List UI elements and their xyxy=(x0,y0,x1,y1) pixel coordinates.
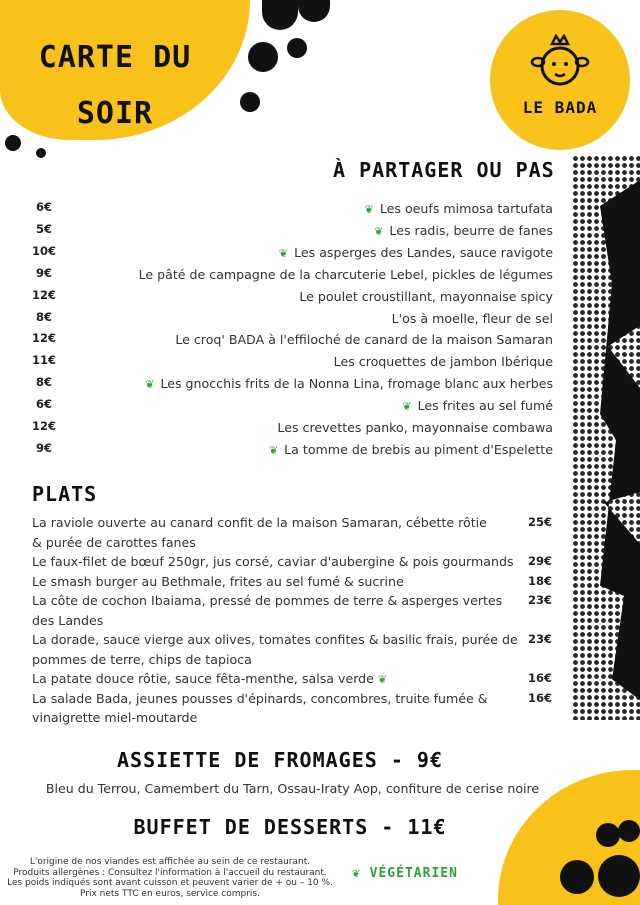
item-name: Les gnocchis frits de la Nonna Lina, fromage blanc aux herbes xyxy=(160,376,553,392)
item-name: Les oeufs mimosa tartufata xyxy=(379,201,553,216)
plat-name: Le faux-filet de bœuf 250gr, jus corsé, caviar d'aubergine & pois gourmands xyxy=(32,554,514,569)
item-price: 8€ xyxy=(35,375,52,390)
dot xyxy=(596,823,620,847)
item-price: 12€ xyxy=(31,331,56,346)
section-title-desserts: BUFFET DE DESSERTS - 11€ xyxy=(133,815,447,839)
title-line-1: CARTE DU xyxy=(38,40,192,75)
plat-item xyxy=(32,572,522,592)
dot xyxy=(5,135,21,151)
plat-name: La dorade, sauce vierge aux olives, tomates confites & basilic frais, purée de xyxy=(32,632,518,647)
item-name-wrap xyxy=(175,332,553,347)
dot xyxy=(248,42,278,72)
vegetarian-label: VÉGÉTARIEN xyxy=(369,866,458,881)
item-name-wrap xyxy=(279,245,553,260)
dot xyxy=(262,0,298,30)
plat-item xyxy=(32,552,522,572)
leaf-icon: ❦ xyxy=(145,378,155,392)
plat-item xyxy=(32,689,522,728)
dot xyxy=(298,0,330,22)
title-line-2: SOIR xyxy=(76,96,154,131)
item-name: Les radis, beurre de fanes xyxy=(389,222,553,238)
item-price: 10€ xyxy=(31,243,56,258)
menu-item xyxy=(0,244,640,266)
plat-item xyxy=(32,513,522,552)
dot xyxy=(598,855,640,897)
item-name: Les asperges des Landes, sauce ravigote xyxy=(294,244,553,260)
item-name-wrap xyxy=(334,354,553,369)
footer-notes xyxy=(0,857,340,899)
plat-item xyxy=(32,630,522,669)
leaf-icon: ❦ xyxy=(364,203,374,216)
item-price: 11€ xyxy=(31,353,56,368)
item-name-wrap xyxy=(145,376,553,391)
footer-line: L'origine de nos viandes est affichée au sein de ce restaurant. xyxy=(29,857,311,867)
dot xyxy=(240,92,260,112)
plat-price: 23€ xyxy=(527,593,552,607)
section-title-fromages: ASSIETTE DE FROMAGES - 9€ xyxy=(116,748,444,772)
item-name-wrap xyxy=(365,201,553,216)
section-title-plats: PLATS xyxy=(32,482,98,506)
menu-item xyxy=(0,222,640,244)
plat-line xyxy=(32,513,522,533)
item-name-wrap xyxy=(139,267,553,282)
logo xyxy=(490,10,630,150)
leaf-icon: ❦ xyxy=(377,673,388,686)
menu-item xyxy=(0,419,640,441)
item-name-wrap xyxy=(374,223,553,238)
item-price: 12€ xyxy=(31,419,56,433)
plat-line xyxy=(32,572,522,592)
leaf-icon: ❦ xyxy=(278,246,289,260)
item-price: 8€ xyxy=(35,309,52,324)
item-name: L'os à moelle, fleur de sel xyxy=(391,310,553,326)
item-name: Le croq' BADA à l'effiloché de canard de la maison Samaran xyxy=(175,332,553,348)
plat-line xyxy=(32,669,522,690)
plat-name: La salade Bada, jeunes pousses d'épinards, concombres, truite fumée & xyxy=(32,690,488,706)
leaf-icon: ❦ xyxy=(352,866,370,881)
leaf-icon: ❦ xyxy=(374,224,384,238)
plat-name: La côte de cochon Ibaiama, pressé de pommes de terre & asperges vertes xyxy=(32,593,503,608)
plat-name: La raviole ouverte au canard confit de la maison Samaran, cébette rôtie xyxy=(32,515,487,530)
page-title xyxy=(20,30,210,142)
menu-item xyxy=(0,353,640,375)
leaf-icon: ❦ xyxy=(268,443,279,457)
item-name-wrap xyxy=(402,398,553,413)
item-price: 9€ xyxy=(35,265,52,280)
item-price: 6€ xyxy=(35,397,52,412)
item-name: Les crevettes panko, mayonnaise combawa xyxy=(277,420,553,435)
item-price: 6€ xyxy=(35,200,52,214)
menu-item xyxy=(0,266,640,288)
item-price: 12€ xyxy=(31,287,56,302)
item-name-wrap xyxy=(277,420,553,435)
sheep-icon xyxy=(530,34,590,90)
plat-price: 16€ xyxy=(527,690,552,705)
footer-line: Produits allergènes : Consultez l'information à l'accueil du restaurant. xyxy=(13,867,327,878)
item-name: La tomme de brebis au piment d'Espelette xyxy=(284,441,553,457)
item-price: 9€ xyxy=(35,440,52,455)
footer-line: Les poids indiqués sont avant cuisson et peuvent varier de + ou – 10 %. xyxy=(7,878,333,888)
menu-item xyxy=(0,310,640,332)
item-name-wrap xyxy=(299,289,553,304)
menu-item xyxy=(0,331,640,353)
section-title-partager: À PARTAGER OU PAS xyxy=(333,158,555,182)
plat-item xyxy=(32,669,522,690)
plat-item xyxy=(32,591,522,630)
plat-line xyxy=(32,630,522,650)
plat-line-2: pommes de terre, chips de tapioca xyxy=(32,651,252,667)
dot xyxy=(36,148,46,158)
item-name: Le pâté de campagne de la charcuterie Lebel, pickles de légumes xyxy=(138,266,553,282)
plat-name: La patate douce rôtie, sauce fêta-menthe, salsa verde xyxy=(32,671,374,686)
plat-price: 18€ xyxy=(527,573,552,588)
plat-line-2: vinaigrette miel-moutarde xyxy=(32,710,198,725)
menu-item xyxy=(0,375,640,397)
plat-line xyxy=(32,591,522,611)
dot xyxy=(287,38,307,58)
item-name-wrap xyxy=(269,442,553,457)
plat-price: 29€ xyxy=(527,554,552,568)
plat-price: 16€ xyxy=(527,671,552,685)
plat-price: 23€ xyxy=(527,632,552,646)
dot xyxy=(618,820,640,842)
menu-item xyxy=(0,441,640,463)
item-name: Les croquettes de jambon Ibérique xyxy=(333,354,553,370)
item-price: 5€ xyxy=(35,221,52,236)
plat-name: Le smash burger au Bethmale, frites au sel fumé & sucrine xyxy=(32,573,404,589)
menu-item xyxy=(0,288,640,310)
item-name-wrap xyxy=(392,311,553,326)
fromages-text: Bleu du Terrou, Camembert du Tarn, Ossau-Iraty Aop, confiture de cerise noire xyxy=(45,781,540,796)
plat-line xyxy=(32,552,522,572)
menu-item xyxy=(0,200,640,222)
dot xyxy=(560,860,594,894)
menu-item xyxy=(0,397,640,419)
item-name: Le poulet croustillant, mayonnaise spicy xyxy=(299,288,553,304)
logo-name: LE BADA xyxy=(522,98,598,117)
vegetarian-legend xyxy=(352,866,458,881)
plat-line xyxy=(32,689,522,709)
footer-line: Prix nets TTC en euros, service compris. xyxy=(80,888,260,899)
plat-line-2: des Landes xyxy=(32,612,104,628)
leaf-icon: ❦ xyxy=(402,400,412,414)
item-name: Les frites au sel fumé xyxy=(417,398,553,414)
plat-price: 25€ xyxy=(527,515,552,529)
plat-line-2: & purée de carottes fanes xyxy=(32,534,196,550)
